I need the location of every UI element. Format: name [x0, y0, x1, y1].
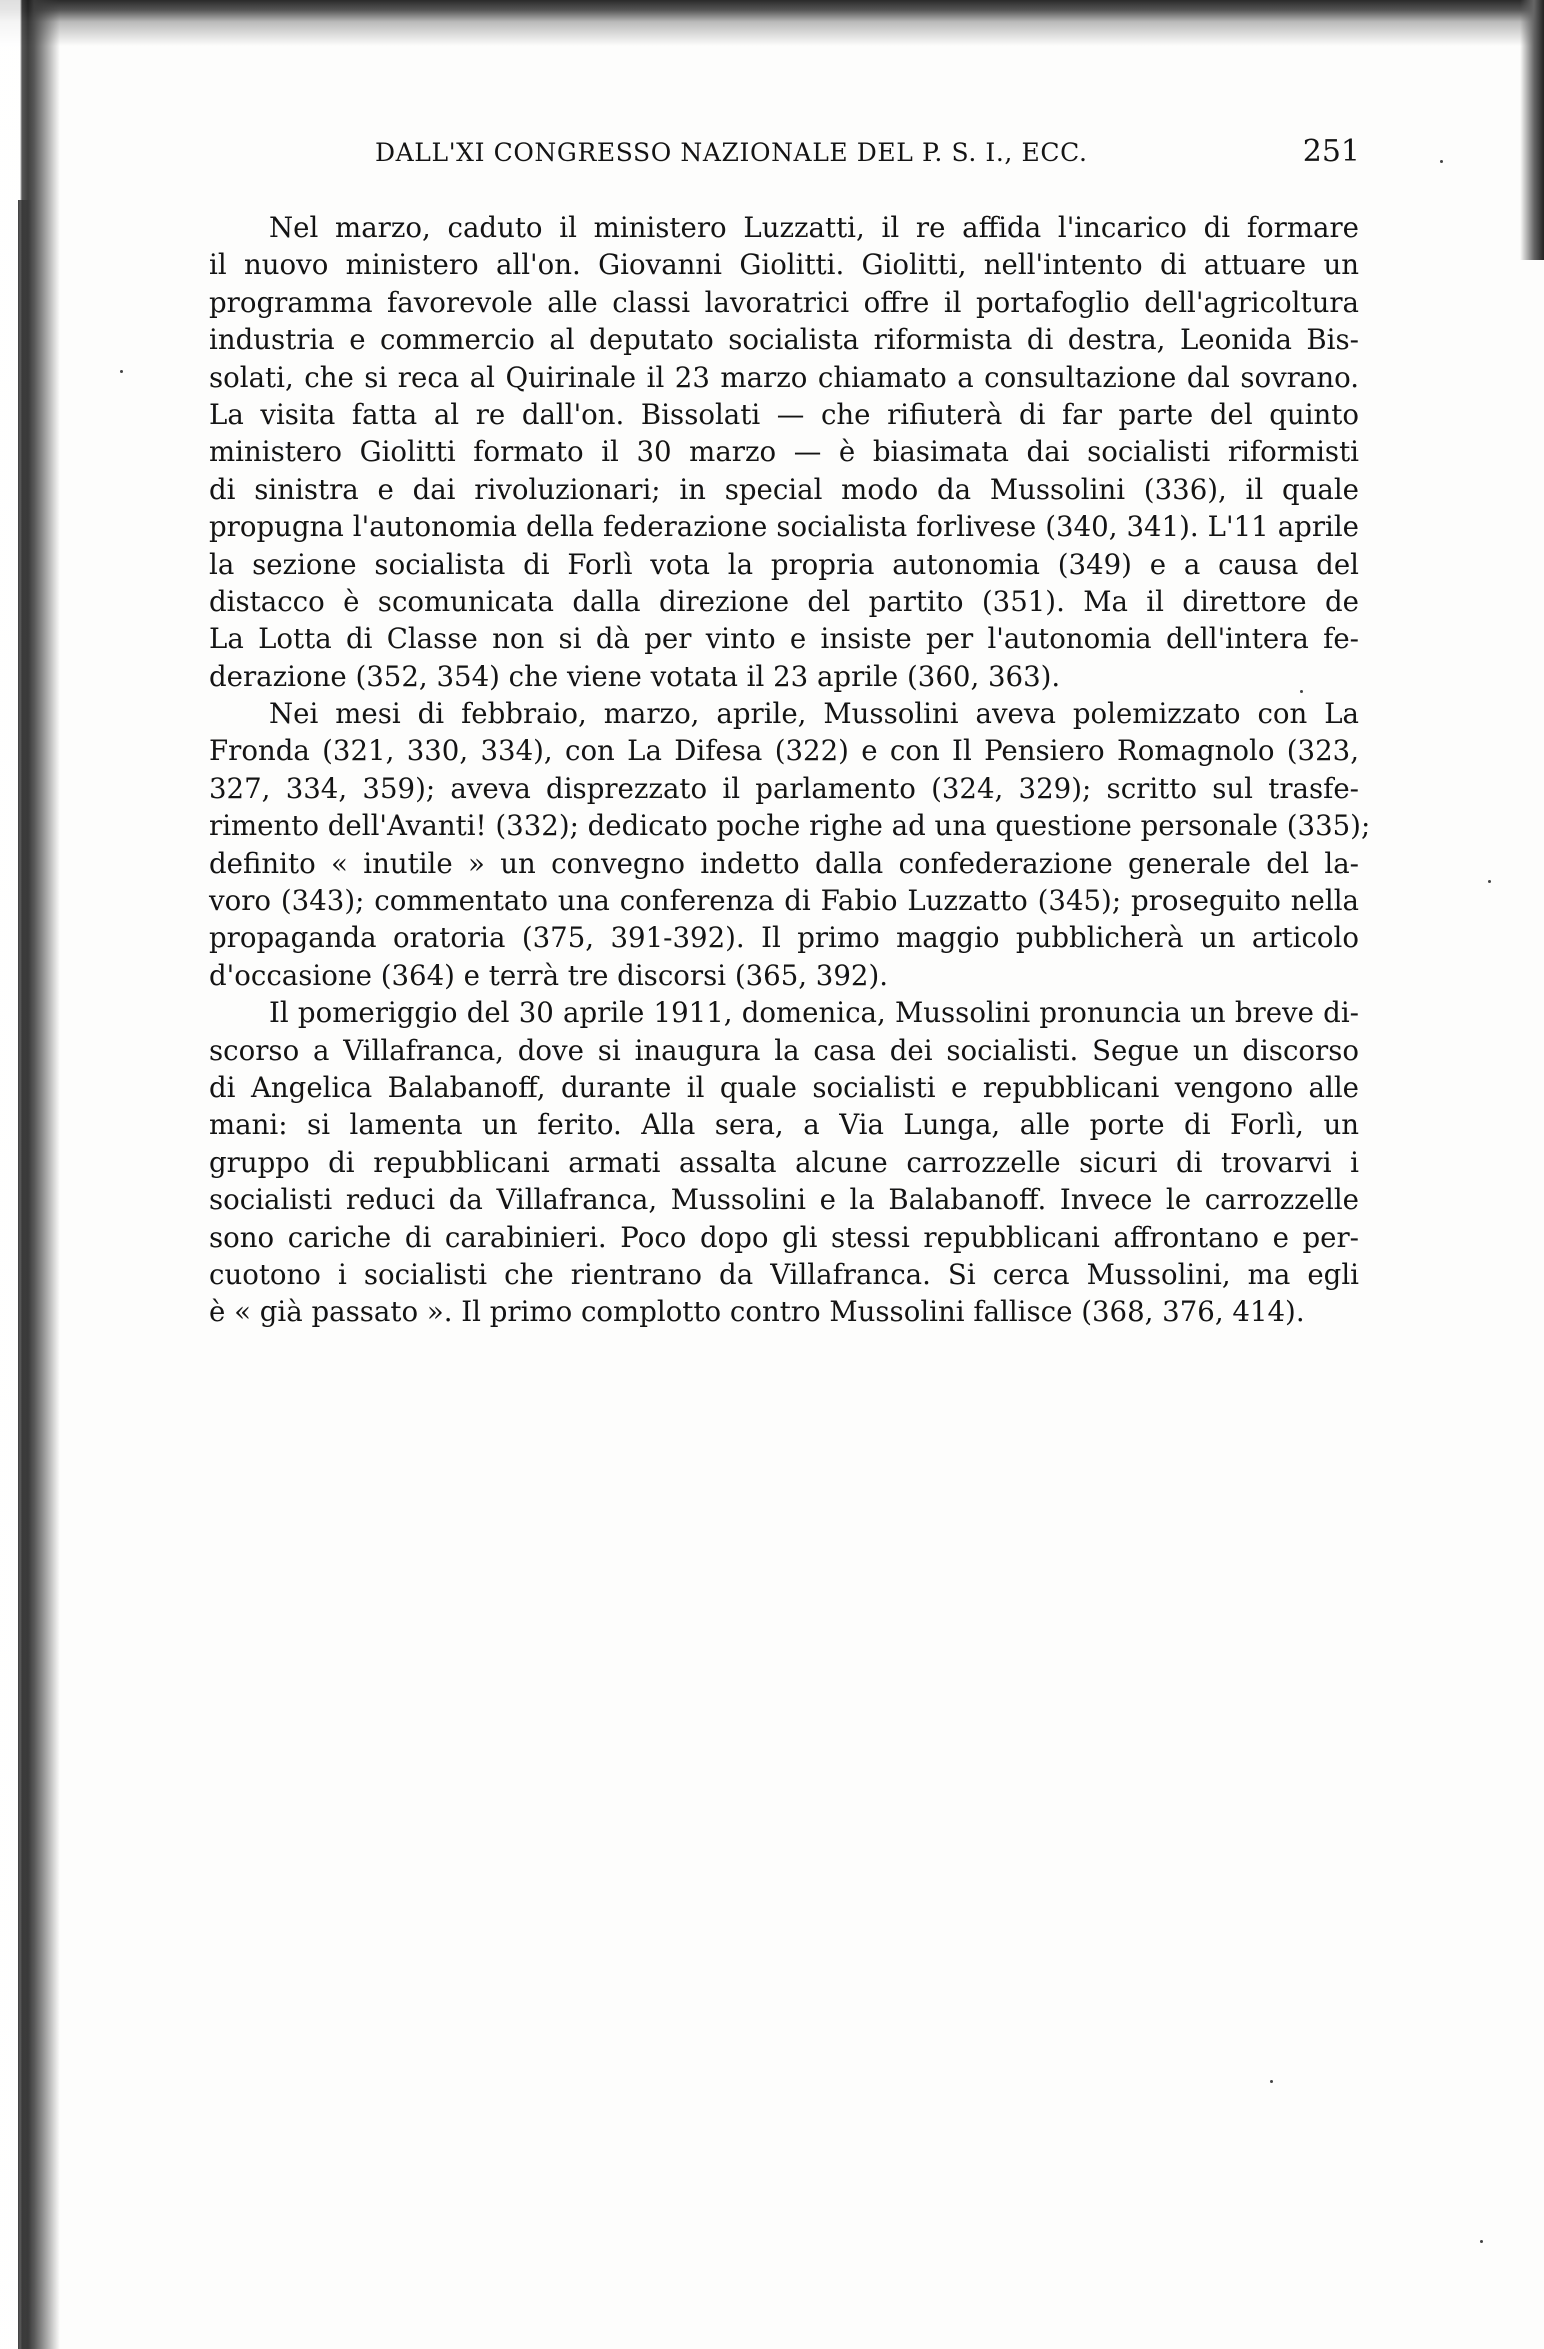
text-line: derazione (352, 354) che viene votata il 23 aprile (360, 363).	[209, 659, 1061, 693]
text-line: è « già passato ». Il primo complotto contro Mussolini fallisce (368, 376, 414).	[209, 1295, 1305, 1329]
text-line: solati, che si reca al Quirinale il 23 marzo chiamato a consultazione dal sovrano.	[209, 360, 1359, 394]
text-line: propugna l'autonomia della federazione socialista forlivese (340, 341). L'11 aprile	[209, 510, 1359, 544]
scan-speck	[1480, 2240, 1483, 2243]
scan-speck	[1488, 880, 1491, 883]
text-line: distacco è scomunicata dalla direzione del partito (351). Ma il direttore de	[209, 584, 1359, 618]
text-line: Nel marzo, caduto il ministero Luzzatti, il re affida l'incarico di formare	[269, 211, 1359, 244]
text-line: socialisti reduci da Villafranca, Mussolini e la Balabanoff. Invece le carrozzelle	[209, 1183, 1359, 1217]
text-line: Fronda (321, 330, 334), con La Difesa (322) e con Il Pensiero Romagnolo (323,	[209, 734, 1359, 768]
text-line: d'occasione (364) e terrà tre discorsi (365, 392).	[209, 958, 889, 992]
text-line: Il pomeriggio del 30 aprile 1911, domenica, Mussolini pronuncia un breve di-	[269, 996, 1359, 1030]
body-text	[209, 209, 1371, 1331]
scan-top-edge-shadow	[0, 0, 1544, 46]
text-line: sono cariche di carabinieri. Poco dopo gli stessi repubblicani affrontano e per-	[209, 1220, 1359, 1254]
page-number: 251	[1302, 134, 1360, 169]
text-line: scorso a Villafranca, dove si inaugura la casa dei socialisti. Segue un discorso	[209, 1033, 1359, 1067]
text-line: cuotono i socialisti che rientrano da Villafranca. Si cerca Mussolini, ma egli	[209, 1257, 1359, 1291]
scan-right-edge-shadow	[1520, 0, 1544, 260]
scan-left-edge-shadow	[0, 0, 64, 2349]
text-line: ministero Giolitti formato il 30 marzo — è biasimata dai socialisti riformisti	[209, 435, 1359, 469]
text-line: programma favorevole alle classi lavoratrici offre il portafoglio dell'agricoltura	[209, 285, 1359, 319]
text-line: voro (343); commentato una conferenza di Fabio Luzzatto (345); proseguito nella	[209, 884, 1359, 918]
scan-left-binding-shadow	[18, 200, 32, 2349]
scan-speck	[120, 370, 123, 373]
text-line: gruppo di repubblicani armati assalta alcune carrozzelle sicuri di trovarvi i	[209, 1145, 1359, 1179]
text-line: industria e commercio al deputato socialista riformista di destra, Leonida Bis-	[209, 323, 1359, 357]
page-header	[375, 134, 1360, 178]
scan-speck	[1440, 160, 1443, 163]
text-line: definito « inutile » un convegno indetto dalla confederazione generale del la-	[209, 846, 1359, 880]
text-line: il nuovo ministero all'on. Giovanni Giolitti. Giolitti, nell'intento di attuare un	[209, 248, 1359, 282]
text-line: La Lotta di Classe non si dà per vinto e insiste per l'autonomia dell'intera fe-	[209, 622, 1359, 656]
text-line: La visita fatta al re dall'on. Bissolati — che rifiuterà di far parte del quinto	[209, 397, 1359, 431]
text-line: propaganda oratoria (375, 391-392). Il primo maggio pubblicherà un articolo	[209, 921, 1359, 955]
text-line: la sezione socialista di Forlì vota la propria autonomia (349) e a causa del	[209, 547, 1359, 581]
text-line: rimento dell'Avanti! (332); dedicato poche righe ad una questione personale (335);	[209, 809, 1371, 843]
running-head: DALL'XI CONGRESSO NAZIONALE DEL P. S. I., ECC.	[375, 138, 1088, 167]
text-line: mani: si lamenta un ferito. Alla sera, a Via Lunga, alle porte di Forlì, un	[209, 1108, 1359, 1142]
text-line: di Angelica Balabanoff, durante il quale socialisti e repubblicani vengono alle	[209, 1070, 1359, 1104]
scan-speck	[1270, 2080, 1273, 2083]
text-line: Nei mesi di febbraio, marzo, aprile, Mussolini aveva polemizzato con La	[269, 697, 1359, 731]
text-line: di sinistra e dai rivoluzionari; in special modo da Mussolini (336), il quale	[209, 472, 1359, 506]
text-line: 327, 334, 359); aveva disprezzato il parlamento (324, 329); scritto sul trasfe-	[209, 771, 1359, 805]
